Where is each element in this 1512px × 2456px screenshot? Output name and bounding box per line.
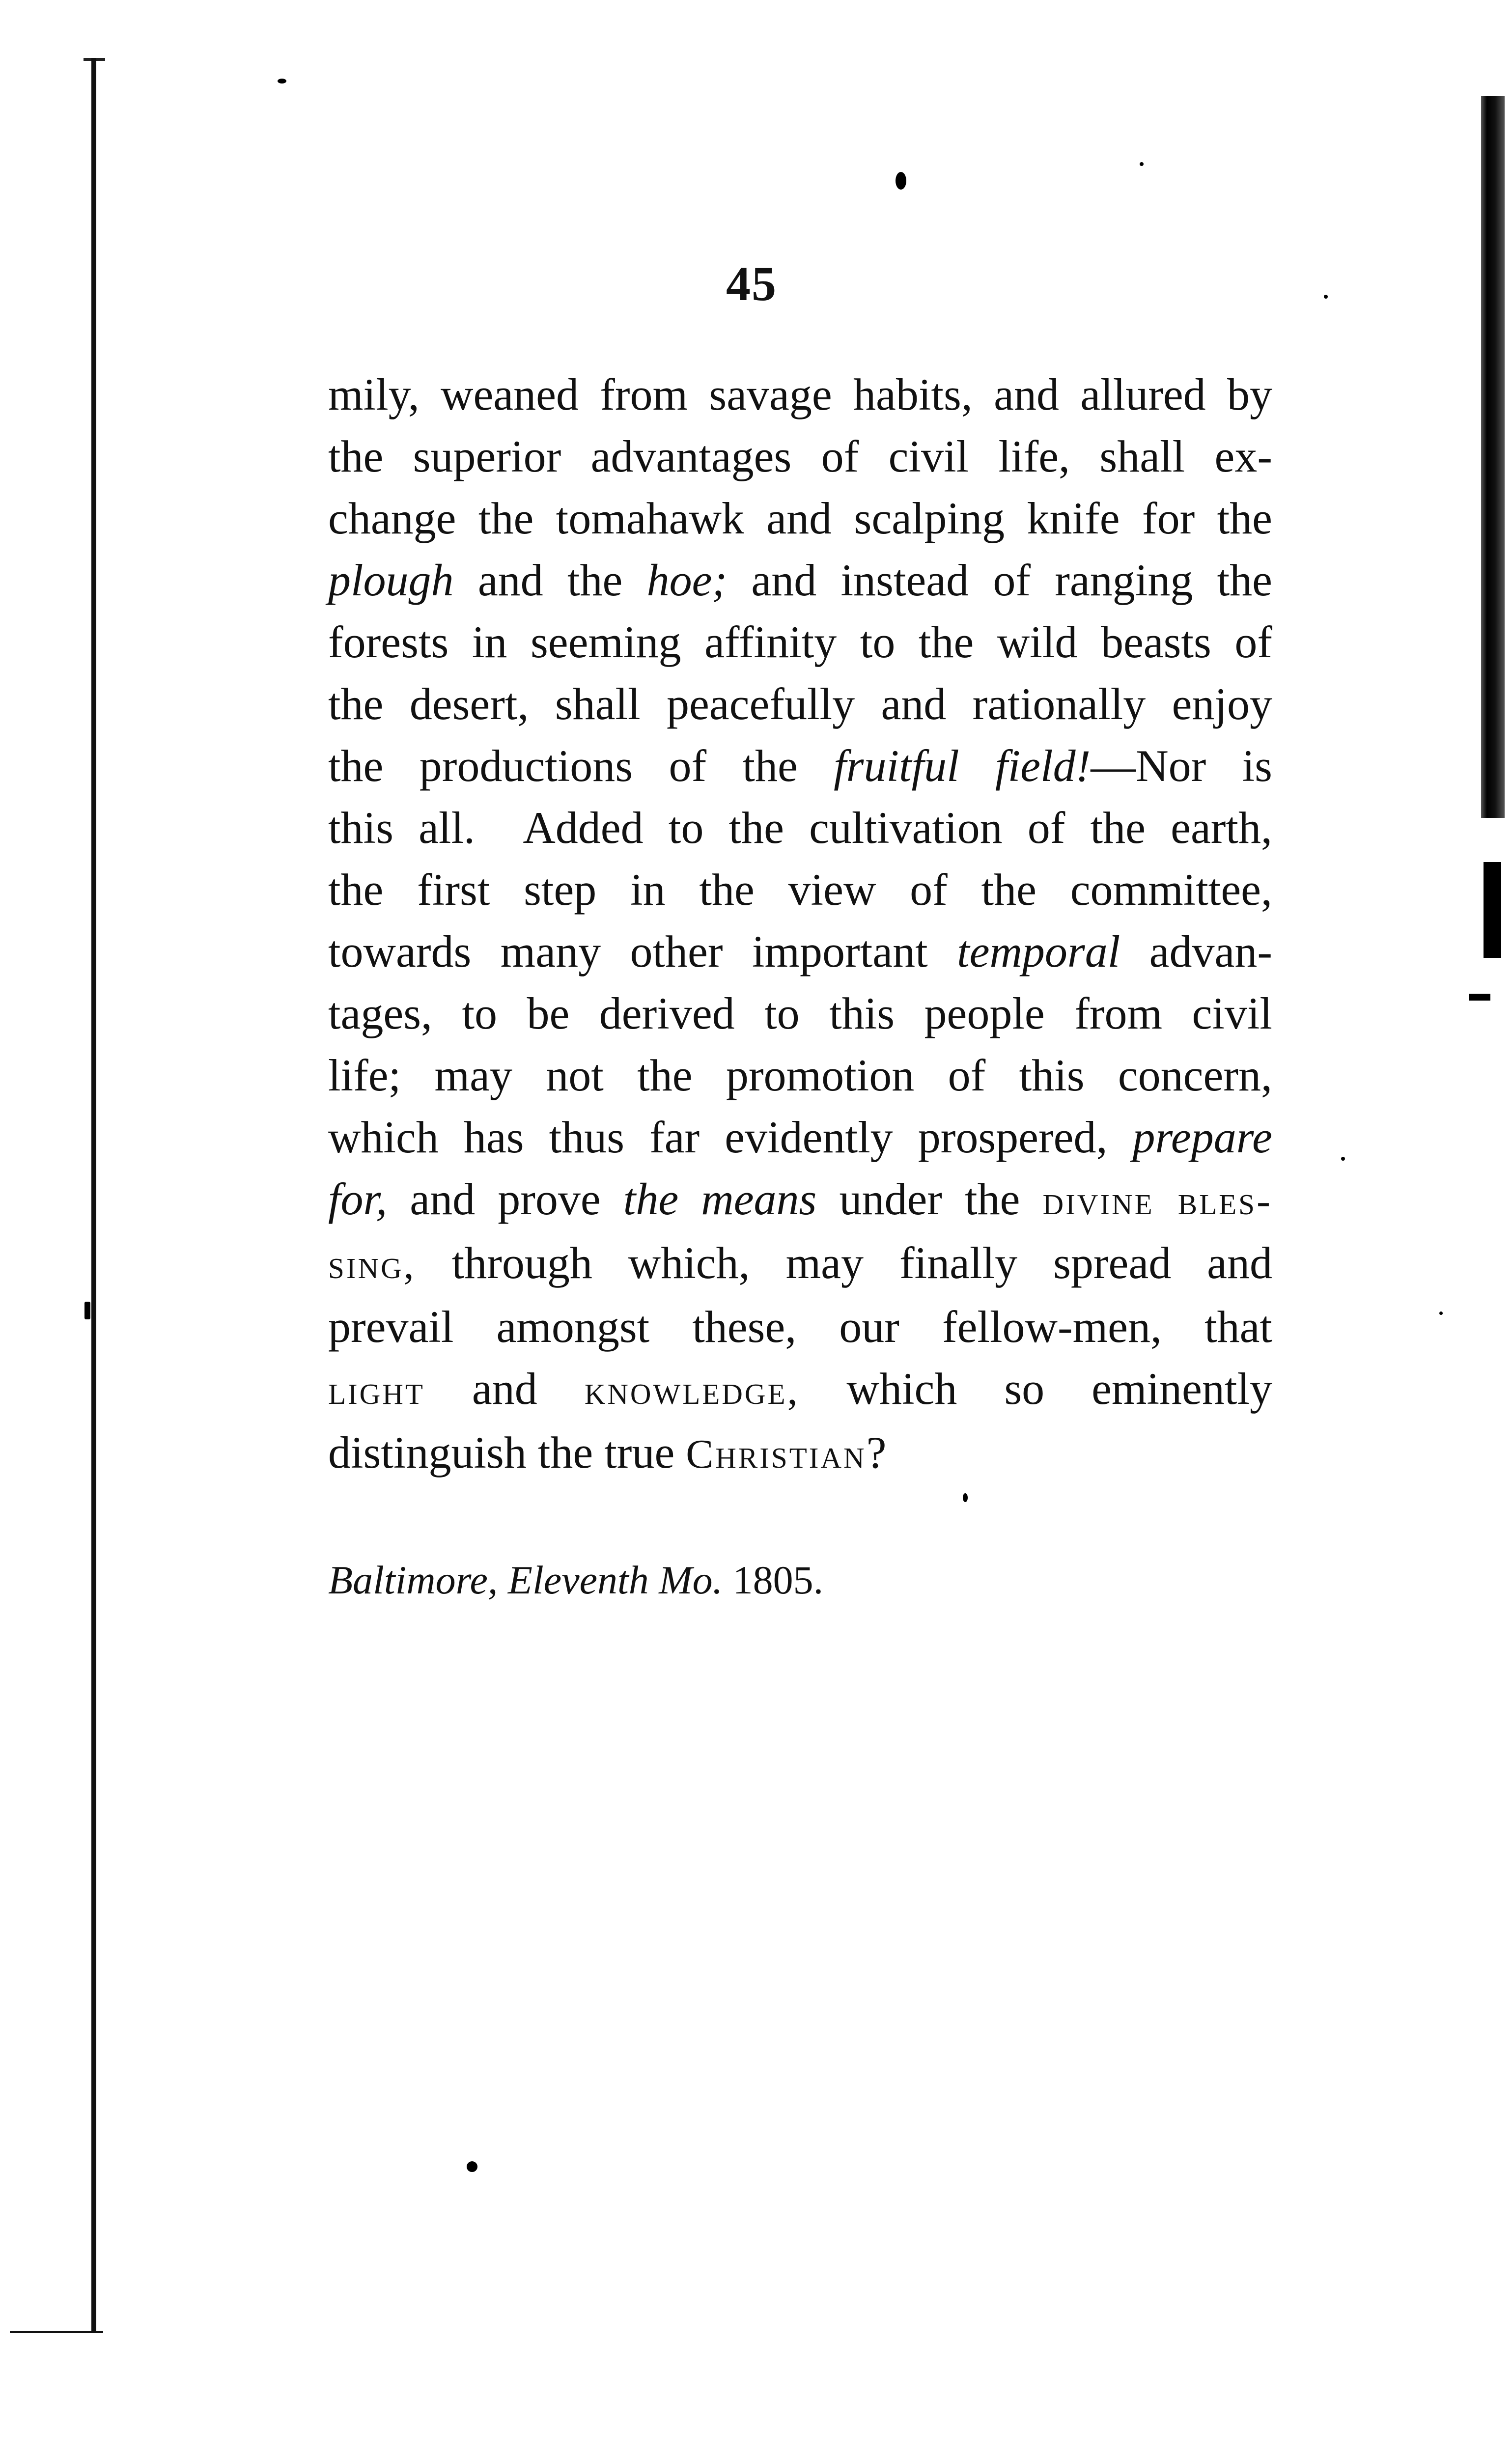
italic-text: fruitful field! bbox=[834, 741, 1091, 791]
text-run: advan- bbox=[1120, 926, 1272, 977]
text-line bbox=[328, 1106, 1272, 1168]
text-run: —Nor is bbox=[1091, 741, 1272, 791]
text-run: forests in seeming affinity to the wild beasts of bbox=[328, 617, 1272, 667]
ink-speck bbox=[1140, 162, 1144, 166]
italic-text: hoe; bbox=[646, 555, 728, 605]
ink-speck bbox=[1324, 295, 1328, 299]
text-run: the superior advantages of civil life, shall ex- bbox=[328, 431, 1272, 481]
text-line bbox=[328, 735, 1272, 797]
text-run: under the bbox=[816, 1174, 1043, 1224]
text-run: towards many other important bbox=[328, 926, 957, 977]
text-run: distinguish the true bbox=[328, 1427, 686, 1478]
text-line bbox=[328, 487, 1272, 549]
small-caps-text: Christian bbox=[686, 1431, 867, 1477]
small-caps-text: light bbox=[328, 1368, 425, 1413]
text-line bbox=[328, 982, 1272, 1044]
signoff-year: 1805. bbox=[732, 1558, 824, 1602]
scan-edge-shadow bbox=[1481, 96, 1505, 818]
text-run: prevail amongst these, our fellow-men, that bbox=[328, 1302, 1272, 1352]
text-line bbox=[328, 1296, 1272, 1358]
text-run: the productions of the bbox=[328, 741, 834, 791]
scan-edge-mark bbox=[1484, 862, 1501, 958]
text-line bbox=[328, 1358, 1272, 1422]
ink-speck bbox=[896, 172, 906, 190]
ink-speck bbox=[1341, 1157, 1345, 1161]
ink-speck bbox=[467, 2161, 477, 2172]
text-line bbox=[328, 921, 1272, 982]
ink-speck bbox=[963, 1493, 968, 1502]
text-line bbox=[328, 1044, 1272, 1106]
binding-edge-foot bbox=[10, 2331, 103, 2333]
italic-text: the means bbox=[623, 1174, 817, 1224]
text-run: tages, to be derived to this people from civil bbox=[328, 988, 1272, 1038]
text-run: life; may not the promotion of this concern, bbox=[328, 1050, 1272, 1100]
italic-text: prepare bbox=[1132, 1112, 1272, 1162]
italic-text: plough bbox=[328, 555, 454, 605]
text-line bbox=[328, 1422, 1272, 1485]
ink-speck bbox=[84, 1302, 90, 1319]
text-line bbox=[328, 425, 1272, 487]
body-paragraph bbox=[328, 363, 1272, 1485]
text-line bbox=[328, 797, 1272, 859]
text-line bbox=[328, 611, 1272, 673]
text-run: which so eminently bbox=[799, 1364, 1273, 1414]
text-line bbox=[328, 673, 1272, 735]
text-line bbox=[328, 1168, 1272, 1232]
binding-edge-rule bbox=[91, 58, 96, 2332]
page-number: 45 bbox=[726, 256, 777, 311]
text-run: change the tomahawk and scalping knife for the bbox=[328, 493, 1272, 543]
text-run: through which, may finally spread and bbox=[416, 1238, 1272, 1288]
text-run: which has thus far evidently prospered, bbox=[328, 1112, 1133, 1162]
text-line bbox=[328, 859, 1272, 921]
text-run: and the bbox=[453, 555, 647, 605]
small-caps-text: sing, bbox=[328, 1242, 416, 1287]
small-caps-text: knowledge, bbox=[584, 1368, 800, 1413]
ink-speck bbox=[1439, 1312, 1443, 1315]
text-run: the first step in the view of the committee, bbox=[328, 865, 1272, 915]
signoff-line bbox=[328, 1557, 823, 1603]
italic-text: temporal bbox=[957, 926, 1120, 977]
italic-text: for, bbox=[328, 1174, 388, 1224]
text-run: and instead of ranging the bbox=[727, 555, 1272, 605]
text-run: and prove bbox=[387, 1174, 623, 1224]
signoff-month: Eleventh Mo. bbox=[507, 1558, 723, 1602]
scan-edge-dash bbox=[1469, 994, 1490, 1001]
text-run: ? bbox=[866, 1427, 887, 1478]
text-line bbox=[328, 363, 1272, 425]
small-caps-text: divine bles- bbox=[1042, 1178, 1272, 1224]
text-run: mily, weaned from savage habits, and allured by bbox=[328, 369, 1272, 419]
text-run: and bbox=[424, 1364, 585, 1414]
text-run: this all. Added to the cultivation of the earth, bbox=[328, 803, 1272, 853]
text-line bbox=[328, 549, 1272, 611]
ink-speck bbox=[278, 79, 286, 84]
text-line bbox=[328, 1232, 1272, 1296]
signoff-place: Baltimore, bbox=[328, 1558, 498, 1602]
text-run: the desert, shall peacefully and rationally enjoy bbox=[328, 679, 1272, 729]
